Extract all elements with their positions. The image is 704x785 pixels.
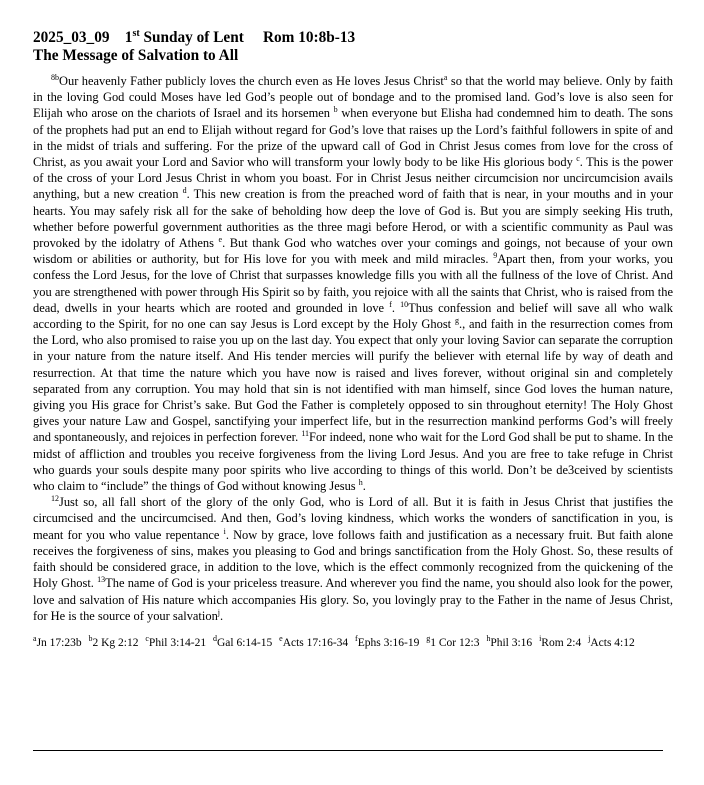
footnote-reference: Gal 6:14-15	[216, 636, 276, 649]
superscript-marker: j	[217, 607, 221, 617]
body-text-run: .	[362, 479, 366, 494]
footnote-reference: 2 Kg 2:12	[92, 636, 142, 649]
title-line	[33, 29, 673, 47]
superscript-marker: 10	[400, 299, 409, 309]
superscript-marker: h	[358, 477, 363, 487]
footnote-mark: a	[33, 634, 37, 644]
footnote-reference: Acts 17:16-34	[282, 636, 352, 649]
body-text-run: ., and faith in the resurrection comes from the Lord, who also promised to raise you up on the last day. You expect that only your loving Savior can separate the corruption in your nature from the nature itself. And His tender mercies will purify the believer with eternal life by way of death and resurrection. At that time the nature which you have now is raised and lives forever, without original sin and completely separated from any corruption. You may hold that sin is not identified with man himself, since God loves the human nature, giving you His grace for Christ’s sake. But God the Father is completely opposed to sin throughout eternity! The Holy Ghost gives your nature Law and Gospel, sanctifying your imperfect life, but in the resurrection mankind performs God’s will freely and spontaneously, and rejoices in perfection forever.	[33, 317, 673, 445]
footnote-reference: Jn 17:23b	[36, 636, 85, 649]
footnote-mark: b	[88, 634, 93, 644]
body-paragraph	[33, 73, 673, 494]
body-paragraph	[33, 494, 673, 624]
body-text-run: . But thank God who watches over your comings and goings, not because of your own wisdom or abilities or authority, but for His love for you with meek and mild miracles.	[33, 236, 673, 267]
superscript-marker: 11	[301, 429, 310, 439]
footnotes	[33, 636, 673, 650]
superscript-marker: 13	[97, 575, 106, 585]
footer-divider	[33, 750, 663, 751]
superscript-marker: 8b	[51, 72, 59, 82]
footnote-mark: c	[145, 634, 149, 644]
superscript-marker: 12	[51, 494, 59, 504]
footnote-mark: h	[486, 634, 491, 644]
footnote-reference: Ephs 3:16-19	[357, 636, 423, 649]
body-text-run: Just so, all fall short of the glory of the only God, who is Lord of all. But it is faith in Jesus Christ that justifies the circumcised and the uncircumcised. And then, God’s loving kindness, which works the wonders of sanctification in you, is meant for you who value repentance	[33, 495, 673, 542]
superscript-marker: a	[443, 72, 448, 82]
body-text-run: so that the world may believe. Only by faith in the loving God could Moses have led God’s people out of bondage and to the promised land. God’s love is also seen for Elijah who arose on the chariots of Israel and its horsemen	[33, 74, 673, 121]
footnote-reference: Phil 3:14-21	[148, 636, 209, 649]
body-text-run: .	[220, 608, 224, 623]
body-text-run: Our heavenly Father publicly loves the church even as He loves Jesus Christ	[59, 74, 444, 88]
superscript-marker: b	[333, 105, 338, 115]
sermon-subtitle: The Message of Salvation to All	[33, 47, 239, 64]
body-text-run: .	[391, 300, 401, 315]
superscript-marker: i	[223, 526, 226, 536]
superscript-marker: d	[182, 186, 187, 196]
footnote-mark: i	[539, 634, 542, 644]
body-text-run: For indeed, none who wait for the Lord God shall be put to shame. In the midst of affliction and troubles you receive forgiveness from the living Lord Jesus. And you are free to take refuge in Christ who guards your souls despite many poor spirits who live according to things of this world. Don’t be de3ceived by scientists who claim to “include” the things of God without knowing Jesus	[33, 430, 673, 494]
superscript-marker: c	[576, 153, 580, 163]
superscript-marker: e	[218, 234, 223, 244]
footnote-reference: Phil 3:16	[490, 636, 536, 649]
sermon-body	[33, 73, 673, 624]
footnote-reference: 1 Cor 12:3	[430, 636, 483, 649]
superscript-marker: g	[454, 315, 459, 325]
body-text-run: when everyone but Elisha had condemned him to death. The sons of the prophets had put an end to Elijah without regard for God’s love that raises up the Lord’s faithful followers in spite of and in the midst of trials and suffering. For the prize of the upward call of God in Christ Jesus comes from love for the cross of Christ, as you await your Lord and Savior who will transform your lowly body to be like His glorious body	[33, 106, 673, 170]
sermon-date: 2025_03_09	[33, 29, 110, 46]
body-text-run: The name of God is your priceless treasure. And wherever you find the name, you should also look for the power, love and salvation of His nature which accompanies His glory. So, you lovingly pray to the Father in the name of Jesus Christ, for He is the source of your salvation	[33, 576, 674, 623]
footnote-reference: Acts 4:12	[590, 636, 635, 649]
liturgical-day: 1st Sunday of Lent	[124, 27, 244, 46]
footnote-mark: e	[279, 634, 283, 644]
footnote-mark: j	[588, 634, 591, 644]
body-text-run: . This new creation is from the preached word of faith that is near, in your mouths and in your hearts. You may safely risk all for the sake of beholding how deep the love of God is. But you are simply seeking His truth, whether before powerful government authorities as the three magi before Herod, or with a scientific community as Paul was provoked by the idolatry of Athens	[33, 187, 673, 251]
body-text-run: Thus confession and belief will save all who walk according to the Spirit, for no one can say Jesus is Lord except by the Holy Ghost	[33, 300, 673, 332]
superscript-marker: 9	[493, 251, 498, 261]
footnote-mark: d	[212, 634, 217, 644]
body-text-run: Apart then, from your works, you confess the Lord Jesus, for the love of Christ that surpasses knowledge fills you with all the fullness of the love of Christ. And you are strengthened with power through His Spirit so by faith, you rejoice with all the saints that Christ, who is raised from the dead, dwells in your hearts which are rooted and grounded in love	[33, 252, 674, 315]
footnote-mark: g	[426, 634, 431, 644]
body-text-run: . This is the power of the cross of your Lord Jesus Christ in whom you boast. For in Christ Jesus neither circumcision nor uncircumcision avails anything, but a new creation	[33, 155, 673, 202]
body-text-run: . Now by grace, love follows faith and justification as a necessary fruit. But faith alone receives the forgiveness of sins, makes you pleasing to God and brings sanctification from the Holy Ghost. So, these results of faith should be considered grace, in addition to the love, which is the effect commonly recognized from the quickening of the Holy Ghost.	[33, 527, 673, 591]
footnote-mark: f	[355, 634, 358, 644]
superscript-marker: f	[389, 299, 392, 309]
sermon-page	[33, 29, 673, 650]
footnote-reference: Rom 2:4	[541, 636, 585, 649]
scripture-reference: Rom 10:8b-13	[262, 29, 356, 46]
